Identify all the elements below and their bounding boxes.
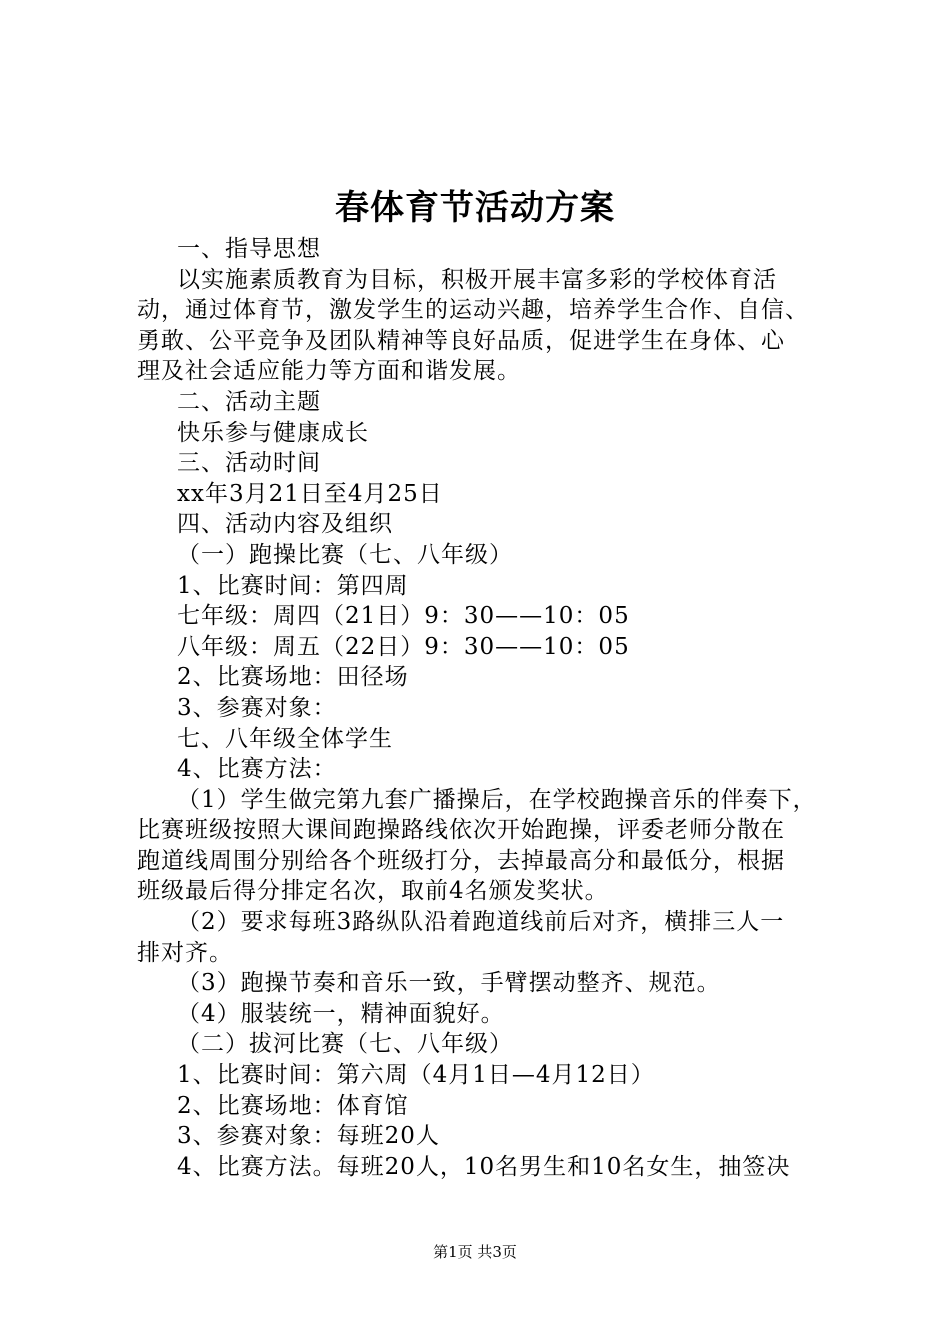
body-line: 一、指导思想	[177, 236, 321, 262]
body-line: 跑道线周围分别给各个班级打分，去掉最高分和最低分，根据	[137, 847, 785, 874]
body-line: 比赛班级按照大课间跑操路线依次开始跑操，评委老师分散在	[137, 817, 785, 844]
body-line: （3）跑操节奏和音乐一致，手臂摆动整齐、规范。	[177, 970, 721, 997]
body-line: （一）跑操比赛（七、八年级）	[177, 541, 513, 568]
body-line: 排对齐。	[137, 939, 233, 966]
body-line: 八年级：周五（22日）9：30——10：05	[177, 633, 630, 660]
body-line: 四、活动内容及组织	[177, 511, 393, 538]
body-line: 班级最后得分排定名次，取前4名颁发奖状。	[137, 878, 609, 905]
body-line: 勇敢、公平竞争及团队精神等良好品质，促进学生在身体、心	[137, 327, 785, 354]
body-line: （1）学生做完第九套广播操后，在学校跑操音乐的伴奏下，	[177, 786, 817, 813]
page-footer: 第1页 共3页	[433, 1243, 517, 1261]
body-line: 动，通过体育节，激发学生的运动兴趣，培养学生合作、自信、	[137, 297, 809, 324]
body-line: （4）服装统一，精神面貌好。	[177, 1000, 505, 1027]
body-line: 2、比赛场地：体育馆	[177, 1092, 409, 1119]
body-line: 二、活动主题	[177, 388, 321, 415]
body-line: 3、参赛对象：	[177, 694, 337, 721]
body-line: 以实施素质教育为目标，积极开展丰富多彩的学校体育活	[177, 266, 777, 293]
body-line: 七、八年级全体学生	[177, 725, 393, 752]
body-line: 2、比赛场地：田径场	[177, 664, 409, 691]
body-line: （2）要求每班3路纵队沿着跑道线前后对齐，横排三人一	[177, 909, 785, 936]
body-line: 理及社会适应能力等方面和谐发展。	[137, 358, 521, 385]
body-line: 1、比赛时间：第六周（4月1日—4月12日）	[177, 1062, 655, 1089]
body-line: 1、比赛时间：第四周	[177, 572, 409, 599]
document-title: 春体育节活动方案	[335, 188, 615, 228]
document-body	[137, 234, 867, 1182]
body-line: 3、参赛对象：每班20人	[177, 1123, 440, 1150]
body-line: 三、活动时间	[177, 450, 321, 477]
body-line: 4、比赛方法：	[177, 756, 337, 783]
body-line: 4、比赛方法。每班20人，10名男生和10名女生，抽签决	[177, 1153, 791, 1180]
body-line: （二）拔河比赛（七、八年级）	[177, 1031, 513, 1058]
body-line: 快乐参与健康成长	[177, 419, 369, 446]
body-line: xx年3月21日至4月25日	[177, 480, 443, 507]
body-line: 七年级：周四（21日）9：30——10：05	[177, 603, 630, 630]
